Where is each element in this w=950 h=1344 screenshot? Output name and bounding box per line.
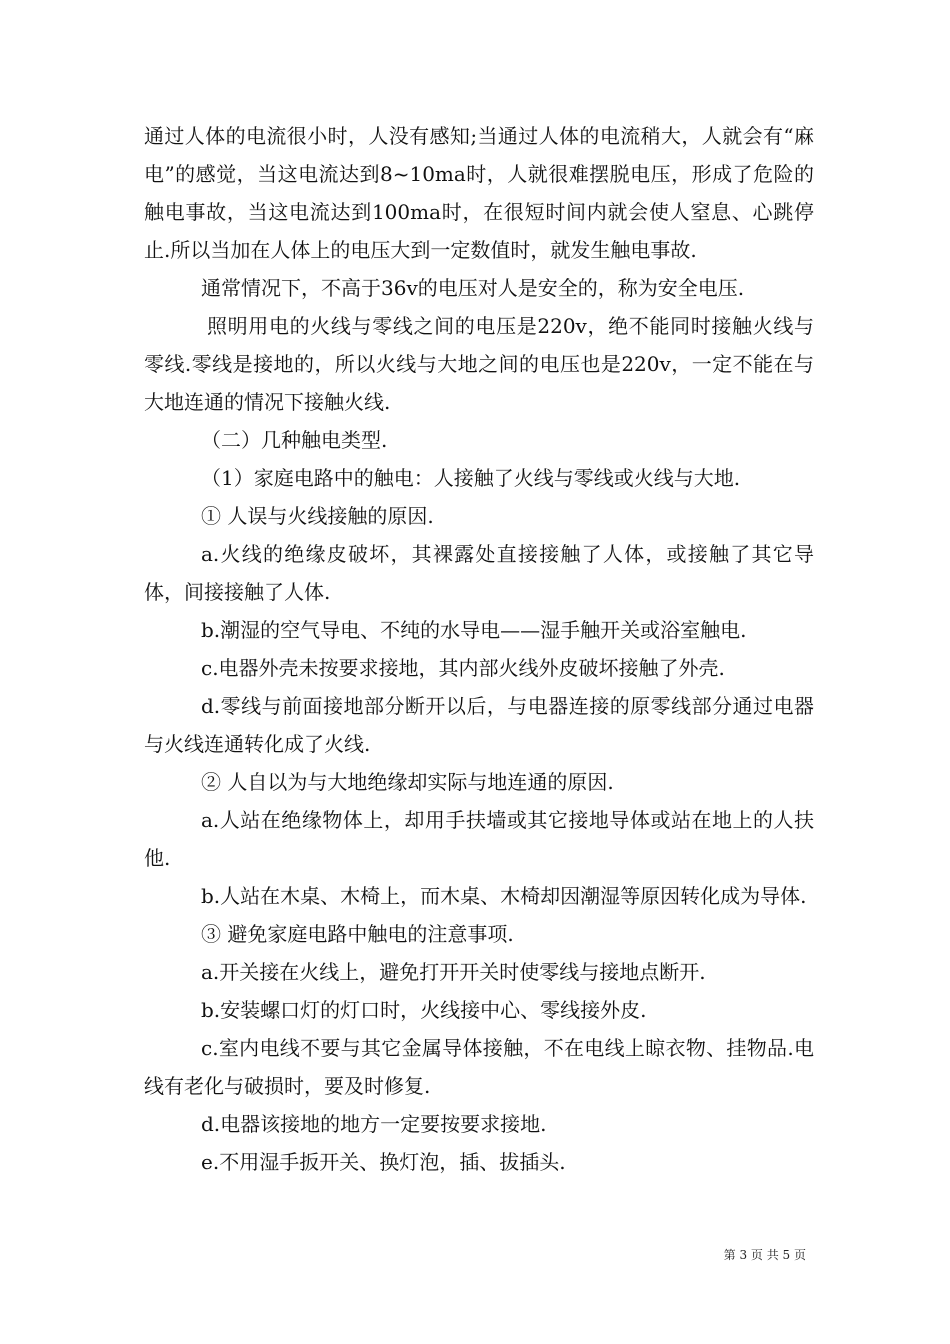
list-item-humid-conduction: b.潮湿的空气导电、不纯的水导电——湿手触开关或浴室触电. [201, 618, 747, 642]
list-heading-false-insulation: ② 人自以为与大地绝缘却实际与地连通的原因. [201, 770, 614, 794]
document-body [144, 117, 814, 1181]
list-item-grounding: d.电器该接地的地方一定要按要求接地. [201, 1112, 547, 1136]
page-number-footer: 第 3 页 共 5 页 [723, 1248, 806, 1262]
list-item-insulation-damage: a.火线的绝缘皮破坏，其裸露处直接接触了人体，或接触了其它导体，间接接触了人体. [144, 542, 814, 604]
paragraph-lighting-voltage: 照明用电的火线与零线之间的电压是220v，绝不能同时接触火线与零线.零线是接地的，所以火线与大地之间的电压也是220v，一定不能在与大地连通的情况下接触火线. [144, 314, 814, 414]
list-heading-live-contact-causes: ① 人误与火线接触的原因. [201, 504, 434, 528]
list-item-ungrounded-casing: c.电器外壳未按要求接地，其内部火线外皮破坏接触了外壳. [201, 656, 725, 680]
list-item-indoor-wiring: c.室内电线不要与其它金属导体接触，不在电线上晾衣物、挂物品.电线有老化与破损时，要及时修复. [144, 1036, 814, 1098]
list-item-switch-on-live: a.开关接在火线上，避免打开开关时使零线与接地点断开. [201, 960, 706, 984]
list-item-wet-hands: e.不用湿手扳开关、换灯泡，插、拔插头. [201, 1150, 566, 1174]
list-item-neutral-broken: d.零线与前面接地部分断开以后，与电器连接的原零线部分通过电器与火线连通转化成了火线. [144, 694, 814, 756]
section-heading-shock-types: （二）几种触电类型. [201, 428, 388, 452]
list-item-screw-lamp: b.安装螺口灯的灯口时，火线接中心、零线接外皮. [201, 998, 647, 1022]
paragraph-safe-voltage: 通常情况下，不高于36v的电压对人是安全的，称为安全电压. [201, 276, 745, 300]
list-heading-precautions: ③ 避免家庭电路中触电的注意事项. [201, 922, 514, 946]
list-item-touch-wall: a.人站在绝缘物体上，却用手扶墙或其它接地导体或站在地上的人扶他. [144, 808, 814, 870]
paragraph-household-shock: （1）家庭电路中的触电：人接触了火线与零线或火线与大地. [201, 466, 741, 490]
paragraph-current-effects: 通过人体的电流很小时，人没有感知;当通过人体的电流稍大，人就会有“麻电”的感觉，当这电流达到8~10ma时，人就很难摆脱电压，形成了危险的触电事故，当这电流达到100ma时，在很短时间内就会使人窒息、心跳停止.所以当加在人体上的电压大到一定数值时，就发生触电事故. [144, 124, 814, 262]
list-item-wet-furniture: b.人站在木桌、木椅上，而木桌、木椅却因潮湿等原因转化成为导体. [201, 884, 807, 908]
